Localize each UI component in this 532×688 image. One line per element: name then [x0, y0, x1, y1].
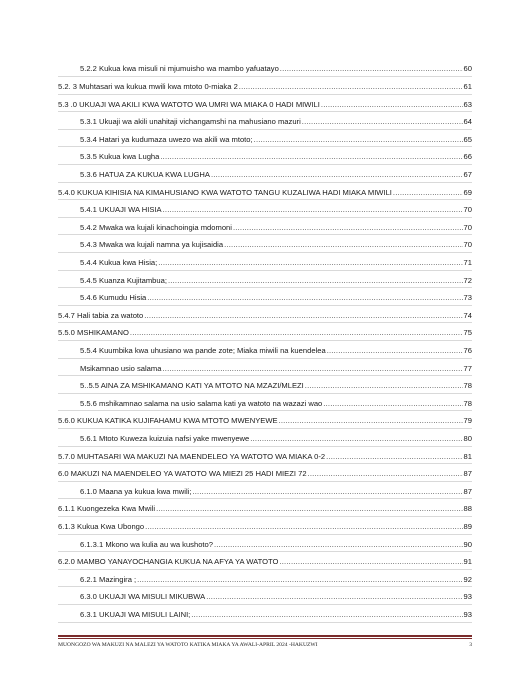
toc-entry-page: 70 [463, 240, 472, 250]
toc-entry-title: 5.4.5 Kuanza Kujitambua; [80, 275, 167, 285]
toc-leader-dots [163, 206, 463, 214]
toc-leader-dots [130, 329, 463, 337]
footer-title: MUONGOZO WA MAKUZI NA MALEZI YA WATOTO KATIKA MIAKA YA AWALI-APRIL 2024 -HAKUZWI [58, 642, 318, 648]
toc-entry-page: 70 [463, 205, 472, 215]
toc-entry-title: 5.4.2 Mwaka wa kujali kinachoingia mdomoni [80, 222, 232, 232]
toc-entry-page: 87 [463, 469, 472, 479]
toc-entry-title: 5.3 .0 UKUAJI WA AKILI KWA WATOTO WA UMRI WA MIAKA 0 HADI MIWILI [58, 99, 320, 109]
toc-entry[interactable] [58, 289, 472, 306]
toc-leader-dots [279, 558, 462, 566]
toc-entry-title: 6.3.1 UKUAJI WA MISULI LAINI; [80, 610, 191, 619]
toc-leader-dots [280, 65, 463, 73]
toc-entry[interactable] [58, 447, 472, 464]
toc-entry-page: 69 [463, 187, 472, 197]
toc-entry[interactable] [58, 183, 472, 200]
toc-entry-title: Msikamnao usio salama [80, 363, 162, 373]
toc-entry-title: 6.3.0 UKUAJI WA MISULI MIKUBWA [80, 592, 206, 602]
toc-entry-page: 88 [463, 504, 472, 514]
toc-entry-title: 5.4.0 KUKUA KIHISIA NA KIMAHUSIANO KWA WATOTO TANGU KUZALIWA HADI MIAKA MIWILI [58, 187, 392, 197]
toc-entry-title: 5.3.4 Hatari ya kudumaza uwezo wa akili wa mtoto; [80, 134, 253, 144]
toc-entry[interactable] [58, 78, 472, 95]
toc-leader-dots [393, 189, 463, 197]
toc-entry-title: 5.6.1 Mtoto Kuweza kuizuia nafsi yake mwenyewe [80, 434, 250, 443]
toc-entry-title: 5.5.6 mshikamnao salama na usio salama kati ya watoto na wazazi wao [80, 398, 323, 408]
toc-entry-title: 6.2.1 Mazingira ; [80, 574, 137, 584]
toc-entry[interactable] [58, 324, 472, 341]
toc-entry[interactable] [58, 606, 472, 623]
toc-entry-title: 6.1.3.1 Mkono wa kulia au wa kushoto? [80, 539, 213, 549]
toc-entry-page: 67 [463, 170, 472, 179]
toc-entry-title: 5.3.6 HATUA ZA KUKUA KWA LUGHA [80, 170, 210, 179]
toc-leader-dots [158, 259, 462, 267]
toc-entry[interactable] [58, 218, 472, 235]
toc-entry[interactable] [58, 130, 472, 147]
toc-leader-dots [326, 453, 462, 461]
toc-leader-dots [323, 400, 462, 408]
toc-leader-dots [211, 171, 463, 179]
toc-entry-page: 70 [463, 222, 472, 232]
toc-entry[interactable] [58, 236, 472, 253]
toc-entry-title: 5.3.5 Kukua kwa Lugha [80, 152, 160, 162]
toc-entry[interactable] [58, 412, 472, 429]
toc-entry[interactable] [58, 465, 472, 482]
toc-entry-title: 5.7.0 MUHTASARI WA MAKUZI NA MAENDELEO YA WATOTO WA MIAKA 0-2 [58, 451, 326, 461]
toc-entry[interactable] [58, 271, 472, 288]
toc-leader-dots [214, 541, 463, 549]
toc-entry[interactable] [58, 254, 472, 271]
toc-entry-page: 81 [463, 451, 472, 461]
toc-entry[interactable] [58, 95, 472, 112]
toc-entry-title: 5.4.1 UKUAJI WA HISIA [80, 205, 162, 215]
page-footer [58, 642, 472, 648]
toc-leader-dots [191, 611, 462, 619]
toc-entry[interactable] [58, 166, 472, 183]
toc-entry[interactable] [58, 588, 472, 605]
toc-entry-page: 80 [463, 434, 472, 443]
toc-entry-page: 89 [463, 522, 472, 531]
toc-entry[interactable] [58, 377, 472, 394]
toc-leader-dots [233, 224, 463, 232]
toc-entry[interactable] [58, 342, 472, 359]
toc-entry-page: 76 [463, 346, 472, 355]
toc-leader-dots [168, 277, 463, 285]
toc-leader-dots [305, 382, 463, 390]
toc-entry-title: 6.1.0 Maana ya kukua kwa mwili; [80, 486, 192, 496]
toc-entry[interactable] [58, 570, 472, 587]
toc-entry-page: 77 [463, 363, 472, 373]
toc-leader-dots [239, 83, 463, 91]
toc-entry[interactable] [58, 201, 472, 218]
toc-entry-page: 91 [463, 557, 472, 567]
footer-rule [58, 635, 472, 637]
page-number: 3 [469, 642, 472, 648]
toc-leader-dots [321, 101, 463, 109]
toc-leader-dots [302, 118, 463, 126]
toc-entry-page: 75 [463, 328, 472, 338]
toc-entry[interactable] [58, 518, 472, 535]
toc-leader-dots [206, 593, 462, 601]
toc-entry-page: 78 [463, 381, 472, 391]
toc-entry[interactable] [58, 482, 472, 499]
toc-entry[interactable] [58, 113, 472, 130]
toc-entry-title: 5.3.1 Ukuaji wa akili unahitaji vichangamshi na mahusiano mazuri [80, 117, 301, 127]
toc-entry-page: 87 [463, 486, 472, 496]
toc-leader-dots [192, 488, 462, 496]
toc-entry-title: 5.4.6 Kumudu Hisia [80, 293, 147, 303]
footer-rule-thin [58, 638, 472, 639]
toc-leader-dots [160, 153, 462, 161]
toc-entry[interactable] [58, 430, 472, 447]
toc-entry-page: 90 [463, 539, 472, 549]
toc-entry-page: 65 [463, 134, 472, 144]
toc-leader-dots [137, 576, 462, 584]
toc-entry[interactable] [58, 148, 472, 165]
toc-entry-page: 93 [463, 592, 472, 602]
toc-entry[interactable] [58, 500, 472, 517]
toc-entry-page: 66 [463, 152, 472, 162]
toc-entry-title: 5.4.7 Hali tabia za watoto [58, 310, 144, 320]
toc-leader-dots [279, 417, 463, 425]
toc-leader-dots [308, 470, 463, 478]
toc-leader-dots [250, 435, 462, 443]
toc-leader-dots [162, 365, 462, 373]
toc-entry-page: 63 [463, 99, 472, 109]
toc-entry-page: 92 [463, 574, 472, 584]
toc-entry-title: 5.2.2 Kukua kwa misuli ni mjumuisho wa mambo yafuatayo [80, 64, 279, 74]
toc-entry[interactable] [58, 60, 472, 77]
toc-entry[interactable] [58, 394, 472, 411]
toc-entry-page: 79 [463, 416, 472, 426]
toc-leader-dots [144, 312, 462, 320]
toc-leader-dots [327, 347, 463, 355]
toc-entry-page: 64 [463, 117, 472, 127]
toc-entry-title: 5.4.3 Mwaka wa kujali namna ya kujisaidia [80, 240, 224, 250]
toc-leader-dots [224, 241, 462, 249]
toc-leader-dots [254, 136, 463, 144]
toc-entry-title: 5.5.0 MSHIKAMANO [58, 328, 129, 338]
toc-entry-page: 60 [463, 64, 472, 74]
toc-leader-dots [145, 523, 462, 531]
toc-entry-title: 5.2. 3 Muhtasari wa kukua mwili kwa mtoto 0-miaka 2 [58, 82, 238, 91]
toc-entry[interactable] [58, 306, 472, 323]
toc-entry[interactable] [58, 359, 472, 376]
toc-entry-page: 93 [463, 610, 472, 619]
toc-entry[interactable] [58, 535, 472, 552]
toc-entry-title: 6.1.1 Kuongezeka Kwa Mwili [58, 504, 156, 514]
toc-entry-title: 6.0 MAKUZI NA MAENDELEO YA WATOTO WA MIEZI 25 HADI MIEZI 72 [58, 469, 307, 479]
toc-entry-title: 5..5.5 AINA ZA MSHIKAMANO KATI YA MTOTO NA MZAZI/MLEZI [80, 381, 304, 391]
toc-entry-title: 5.6.0 KUKUA KATIKA KUJIFAHAMU KWA MTOTO MWENYEWE [58, 416, 278, 426]
toc-leader-dots [147, 294, 462, 302]
toc-entry-title: 5.5.4 Kuumbika kwa uhusiano wa pande zote; Miaka miwili na kuendelea [80, 346, 326, 355]
toc-entry-title: 5.4.4 Kukua kwa Hisia; [80, 258, 158, 267]
toc-leader-dots [156, 505, 462, 513]
toc-entry-title: 6.1.3 Kukua Kwa Ubongo [58, 522, 145, 531]
toc-entry-page: 73 [463, 293, 472, 303]
toc-entry-page: 71 [463, 258, 472, 267]
toc-entry-page: 78 [463, 398, 472, 408]
toc-entry-page: 61 [463, 82, 472, 91]
toc-entry-page: 72 [463, 275, 472, 285]
toc-entry-title: 6.2.0 MAMBO YANAYOCHANGIA KUKUA NA AFYA YA WATOTO [58, 557, 279, 567]
toc-entry[interactable] [58, 553, 472, 570]
toc-entry-page: 74 [463, 310, 472, 320]
